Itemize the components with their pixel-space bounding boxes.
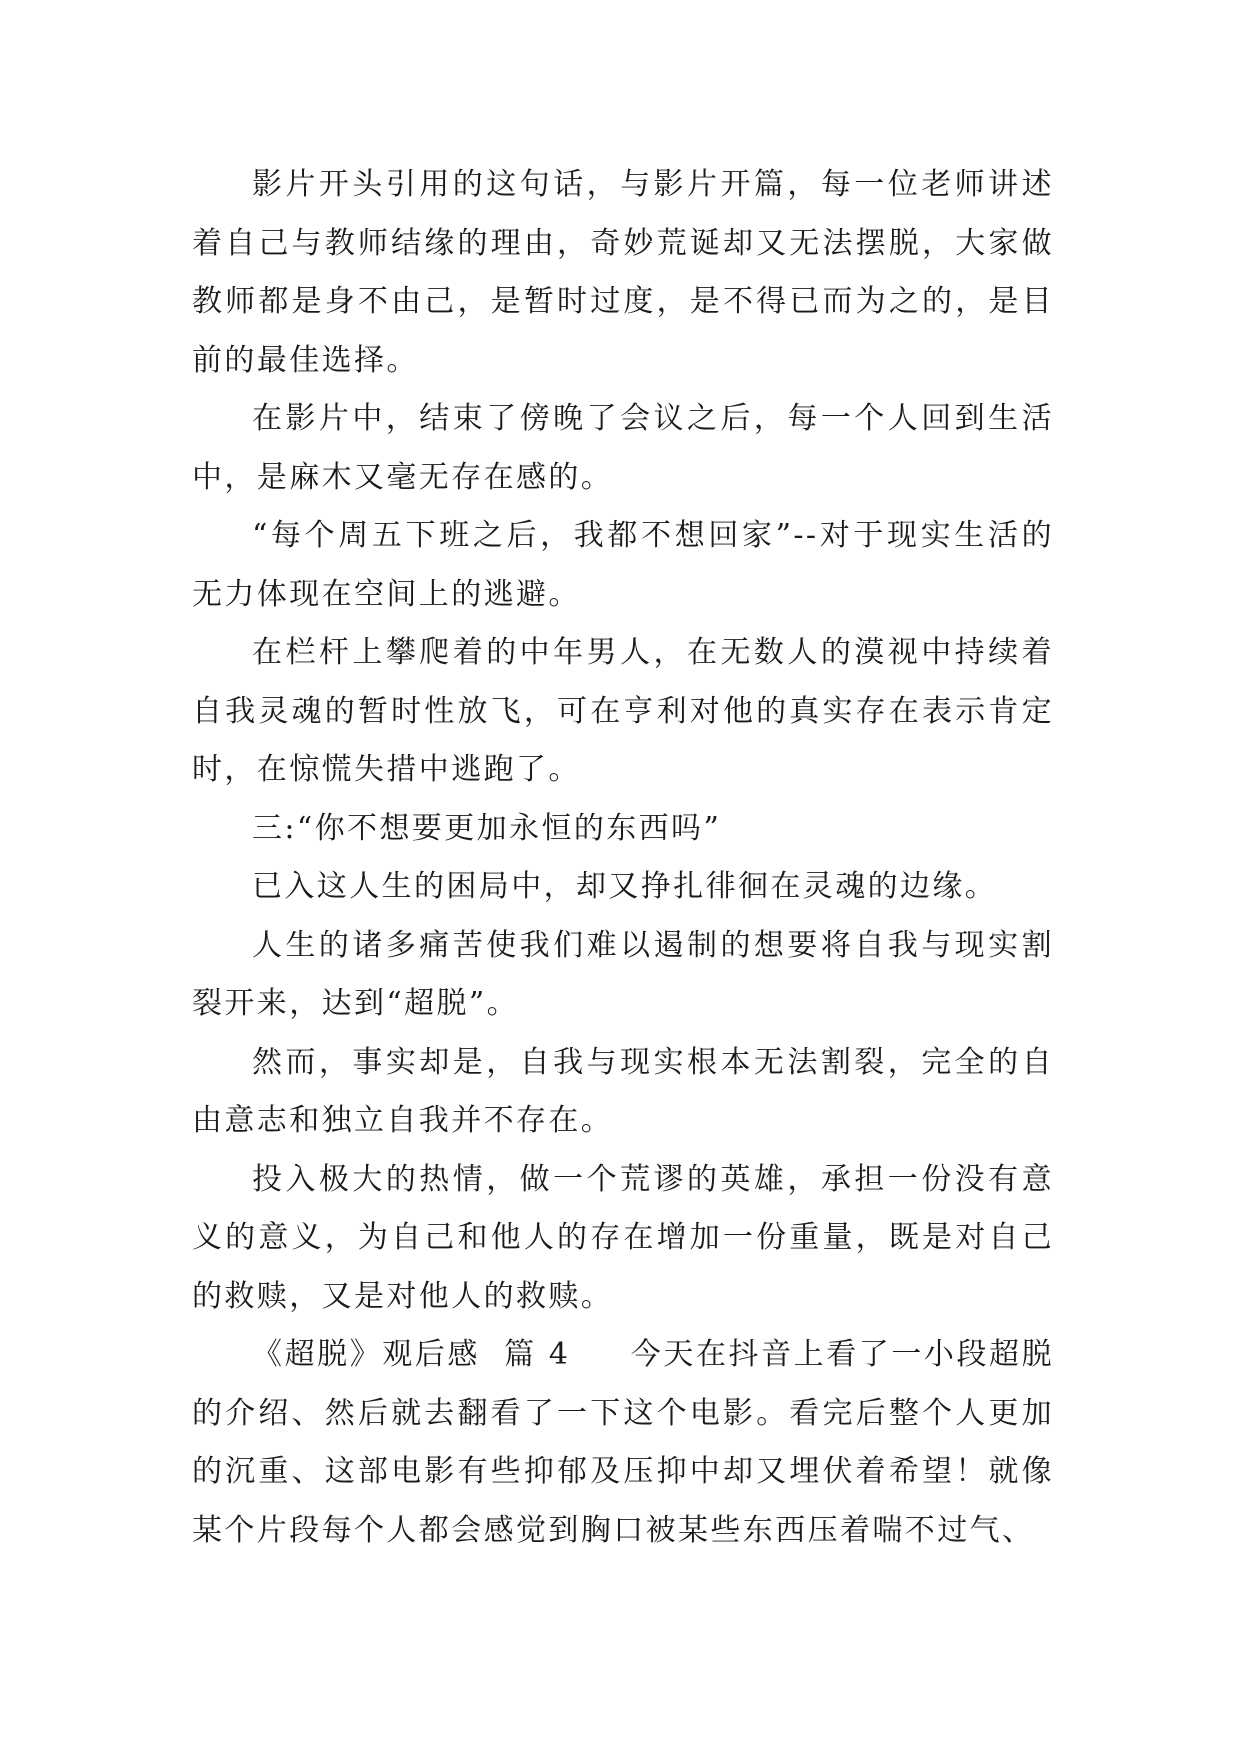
paragraph: 人生的诸多痛苦使我们难以遏制的想要将自我与现实割裂开来，达到“超脱”。 — [192, 927, 1054, 1021]
document-body — [192, 156, 1054, 1560]
paragraph: 然而，事实却是，自我与现实根本无法割裂，完全的自由意志和独立自我并不存在。 — [192, 1044, 1054, 1138]
paragraph: 已入这人生的困局中，却又挣扎徘徊在灵魂的边缘。 — [252, 869, 998, 904]
paragraph: 在栏杆上攀爬着的中年男人，在无数人的漠视中持续着自我灵魂的暂时性放飞，可在亨利对他的真实存在表示肯定时，在惊慌失措中逃跑了。 — [192, 635, 1054, 787]
paragraph: 影片开头引用的这句话，与影片开篇，每一位老师讲述着自己与教师结缘的理由，奇妙荒诞却又无法摆脱，大家做教师都是身不由己，是暂时过度，是不得已而为之的，是目前的最佳选择。 — [192, 167, 1054, 378]
paragraph: “每个周五下班之后，我都不想回家”--对于现实生活的无力体现在空间上的逃避。 — [192, 518, 1054, 612]
paragraph: 在影片中，结束了傍晚了会议之后，每一个人回到生活中，是麻木又毫无存在感的。 — [192, 401, 1054, 495]
section-heading: 三:“你不想要更加永恒的东西吗” — [252, 810, 722, 846]
paragraph: 投入极大的热情，做一个荒谬的英雄，承担一份没有意义的意义，为自己和他人的存在增加一份重量，既是对自己的救赎，又是对他人的救赎。 — [192, 1161, 1054, 1314]
paragraph: 《超脱》观后感 篇 4 今天在抖音上看了一小段超脱的介绍、然后就去翻看了一下这个电影。看完后整个人更加的沉重、这部电影有些抑郁及压抑中却又埋伏着希望！就像某个片段每个人都会感觉到胸口被某些东西压着喘不过气、 — [192, 1337, 1054, 1548]
